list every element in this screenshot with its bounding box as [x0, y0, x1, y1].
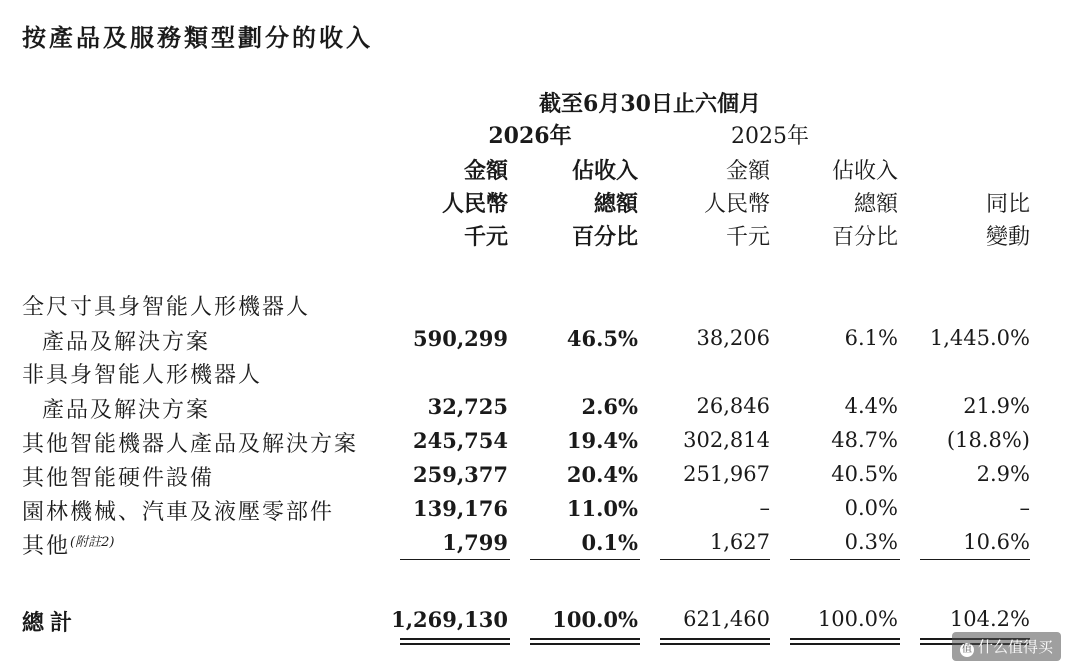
share-header-line: 總額	[853, 192, 898, 217]
row-label: 其他智能硬件設備	[22, 466, 215, 491]
row-label	[22, 529, 114, 560]
amount-header-line: 千元	[463, 224, 508, 250]
amount-2025-cell: 251,967	[683, 462, 770, 486]
change-cell: –	[1019, 496, 1030, 520]
row-label: 產品及解決方案	[42, 398, 211, 423]
share-2025-cell: 0.3%	[844, 530, 898, 554]
change-cell: (18.8%)	[946, 428, 1030, 452]
share-header-line: 百分比	[831, 225, 898, 250]
share-2025-cell: 4.4%	[844, 394, 898, 418]
total-double-rule	[400, 638, 510, 645]
row-label-text: 其他	[22, 534, 71, 559]
watermark	[952, 632, 1061, 661]
share-header-2025	[780, 155, 898, 254]
amount-header-line: 人民幣	[703, 192, 770, 217]
amount-2026-cell: 590,299	[413, 326, 508, 351]
share-2025-cell: 48.7%	[831, 428, 898, 452]
amount-2026-cell: 32,725	[427, 394, 508, 419]
period-header: 截至6月30日止六個月	[539, 91, 761, 117]
change-header-line: 同比	[985, 192, 1030, 217]
share-2026-cell: 2.6%	[581, 394, 638, 419]
amount-2025-cell: 26,846	[696, 394, 770, 418]
total-amount-2026: 1,269,130	[391, 607, 508, 632]
total-amount-2025: 621,460	[683, 607, 770, 631]
share-2026-cell: 46.5%	[566, 326, 638, 351]
row-label: 非具身智能人形機器人	[22, 363, 263, 388]
share-2025-cell: 6.1%	[844, 326, 898, 350]
subtotal-rule	[530, 559, 640, 560]
subtotal-rule	[790, 559, 900, 560]
total-share-2025: 100.0%	[817, 607, 898, 631]
share-header-line: 百分比	[571, 224, 638, 250]
share-2026-cell: 20.4%	[566, 462, 638, 487]
amount-2025-cell: 38,206	[696, 326, 770, 350]
amount-2026-cell: 1,799	[442, 530, 508, 555]
watermark-text: 什么值得买	[978, 638, 1054, 656]
total-change: 104.2%	[949, 607, 1030, 631]
change-header-line: 變動	[985, 225, 1030, 250]
share-header-line: 總額	[593, 191, 638, 217]
amount-2026-cell: 139,176	[413, 496, 508, 521]
row-label: 園林機械、汽車及液壓零部件	[22, 500, 335, 525]
share-2025-cell: 40.5%	[831, 462, 898, 486]
amount-header-2025	[650, 155, 770, 254]
watermark-logo-icon: 值	[962, 644, 972, 655]
share-header-line: 佔收入	[831, 159, 898, 184]
share-header-2026	[520, 155, 638, 254]
row-label: 產品及解決方案	[42, 330, 211, 355]
subtotal-rule	[400, 559, 510, 560]
total-double-rule	[660, 638, 770, 645]
change-cell: 1,445.0%	[929, 326, 1030, 350]
amount-2025-cell: –	[759, 496, 770, 520]
amount-2025-cell: 302,814	[683, 428, 770, 452]
page-title: 按產品及服務類型劃分的收入	[22, 23, 373, 52]
amount-header-line: 人民幣	[441, 191, 508, 217]
subtotal-rule	[660, 559, 770, 560]
change-header	[910, 188, 1030, 254]
amount-header-line: 金額	[463, 158, 508, 184]
change-cell: 2.9%	[976, 462, 1030, 486]
year-2025-header: 2025年	[731, 124, 809, 149]
share-2025-cell: 0.0%	[844, 496, 898, 520]
subtotal-rule	[920, 559, 1030, 560]
share-2026-cell: 11.0%	[566, 496, 638, 521]
amount-2026-cell: 245,754	[413, 428, 508, 453]
share-header-line: 佔收入	[571, 158, 638, 184]
change-cell: 21.9%	[963, 394, 1030, 418]
amount-header-line: 千元	[725, 225, 770, 250]
year-2026-header: 2026年	[488, 123, 572, 149]
footnote-reference: (附註2)	[70, 535, 115, 550]
total-share-2026: 100.0%	[552, 607, 638, 632]
share-2026-cell: 0.1%	[581, 530, 638, 555]
total-double-rule	[530, 638, 640, 645]
row-label: 其他智能機器人產品及解決方案	[22, 432, 359, 457]
amount-header-line: 金額	[725, 159, 770, 184]
amount-header-2026	[388, 155, 508, 254]
total-double-rule	[790, 638, 900, 645]
amount-2026-cell: 259,377	[413, 462, 508, 487]
total-label: 總計	[22, 610, 79, 636]
share-2026-cell: 19.4%	[566, 428, 638, 453]
change-cell: 10.6%	[963, 530, 1030, 554]
amount-2025-cell: 1,627	[709, 530, 770, 554]
row-label: 全尺寸具身智能人形機器人	[22, 295, 311, 320]
